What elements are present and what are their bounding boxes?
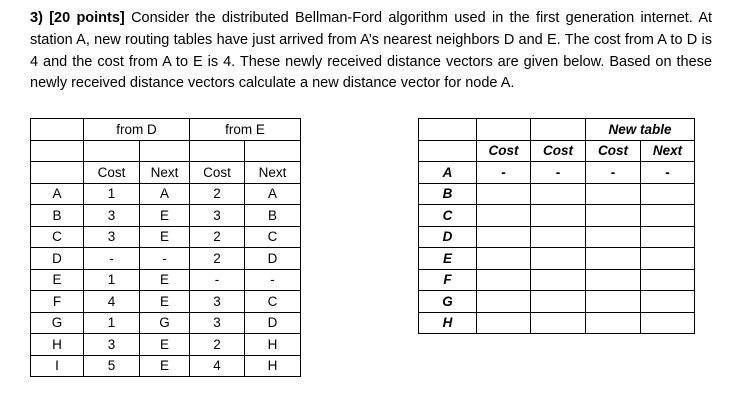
table-row [31, 291, 301, 313]
d-cost-cell: 3 [84, 226, 140, 248]
d-next-cell: - [140, 248, 190, 270]
node-cell: G [31, 312, 84, 334]
e-cost-cell: 2 [190, 226, 245, 248]
e-cost-cell: 2 [190, 183, 245, 205]
e-next-cell: D [245, 312, 301, 334]
table-row [419, 205, 695, 227]
empty-cell [31, 119, 84, 141]
empty-cell [477, 248, 531, 270]
e-cost-cell: 3 [190, 312, 245, 334]
e-next-cell: D [245, 248, 301, 270]
group-header-row [31, 119, 301, 141]
table-row [31, 312, 301, 334]
empty-cell [586, 205, 641, 227]
table-row [31, 226, 301, 248]
received-distance-vectors-table [30, 118, 301, 377]
group-header-from-e: from E [190, 119, 301, 141]
table-row [419, 226, 695, 248]
node-cell: I [31, 355, 84, 377]
row-label: F [419, 269, 477, 291]
empty-cell [531, 119, 586, 141]
value-cell: - [586, 162, 641, 184]
d-cost-cell: 3 [84, 334, 140, 356]
e-next-cell: B [245, 205, 301, 227]
e-next-cell: C [245, 291, 301, 313]
d-next-cell: E [140, 226, 190, 248]
empty-cell [477, 183, 531, 205]
column-header: Next [140, 162, 190, 184]
row-label: C [419, 205, 477, 227]
row-label: H [419, 312, 477, 334]
empty-cell [477, 291, 531, 313]
table-row [419, 183, 695, 205]
row-label: D [419, 226, 477, 248]
new-table-title: New table [586, 119, 695, 141]
table-row [31, 355, 301, 377]
table-row [31, 183, 301, 205]
e-next-cell: H [245, 355, 301, 377]
empty-cell [641, 183, 695, 205]
blank-row [31, 140, 301, 162]
row-label: G [419, 291, 477, 313]
empty-cell [586, 248, 641, 270]
d-cost-cell: 1 [84, 269, 140, 291]
title-row [419, 119, 695, 141]
empty-cell [641, 226, 695, 248]
empty-cell [641, 205, 695, 227]
d-next-cell: E [140, 355, 190, 377]
empty-cell [531, 312, 586, 334]
node-cell: B [31, 205, 84, 227]
empty-cell [641, 269, 695, 291]
column-header: Next [641, 140, 695, 162]
empty-cell [531, 205, 586, 227]
table-row [419, 248, 695, 270]
d-next-cell: E [140, 291, 190, 313]
d-cost-cell: 4 [84, 291, 140, 313]
e-cost-cell: 2 [190, 248, 245, 270]
column-header: Next [245, 162, 301, 184]
empty-cell [477, 226, 531, 248]
e-cost-cell: - [190, 269, 245, 291]
empty-cell [531, 183, 586, 205]
empty-cell [531, 248, 586, 270]
empty-cell [31, 162, 84, 184]
group-header-from-d: from D [84, 119, 190, 141]
row-label: E [419, 248, 477, 270]
empty-cell [586, 183, 641, 205]
node-cell: D [31, 248, 84, 270]
d-next-cell: E [140, 334, 190, 356]
table-row [31, 248, 301, 270]
empty-cell [531, 291, 586, 313]
e-cost-cell: 4 [190, 355, 245, 377]
node-cell: H [31, 334, 84, 356]
node-cell: F [31, 291, 84, 313]
column-header: Cost [477, 140, 531, 162]
column-header: Cost [531, 140, 586, 162]
table-row [419, 162, 695, 184]
d-cost-cell: 1 [84, 183, 140, 205]
value-cell: - [531, 162, 586, 184]
table-row [31, 269, 301, 291]
value-cell: - [641, 162, 695, 184]
empty-cell [477, 269, 531, 291]
e-cost-cell: 3 [190, 205, 245, 227]
e-next-cell: A [245, 183, 301, 205]
node-cell: C [31, 226, 84, 248]
empty-cell [586, 312, 641, 334]
question-number: 3) [30, 10, 43, 26]
d-next-cell: E [140, 269, 190, 291]
node-cell: A [31, 183, 84, 205]
empty-cell [477, 205, 531, 227]
d-cost-cell: 1 [84, 312, 140, 334]
empty-cell [477, 312, 531, 334]
row-label: B [419, 183, 477, 205]
empty-cell [477, 119, 531, 141]
empty-cell [586, 269, 641, 291]
empty-cell [641, 248, 695, 270]
d-next-cell: G [140, 312, 190, 334]
empty-cell [31, 140, 84, 162]
empty-cell [531, 269, 586, 291]
d-cost-cell: 5 [84, 355, 140, 377]
row-label: A [419, 162, 477, 184]
empty-cell [245, 140, 301, 162]
d-cost-cell: 3 [84, 205, 140, 227]
e-next-cell: - [245, 269, 301, 291]
d-cost-cell: - [84, 248, 140, 270]
empty-cell [419, 119, 477, 141]
new-distance-vector-table [418, 118, 695, 334]
node-cell: E [31, 269, 84, 291]
empty-cell [586, 291, 641, 313]
empty-cell [190, 140, 245, 162]
empty-cell [641, 291, 695, 313]
question-points: [20 points] [49, 10, 125, 26]
column-header: Cost [190, 162, 245, 184]
e-cost-cell: 3 [190, 291, 245, 313]
empty-cell [84, 140, 140, 162]
table-row [419, 269, 695, 291]
table-row [31, 205, 301, 227]
column-header: Cost [586, 140, 641, 162]
column-header-row [31, 162, 301, 184]
e-next-cell: H [245, 334, 301, 356]
table-row [419, 312, 695, 334]
question-body: Consider the distributed Bellman-Ford algorithm used in the first generation internet. At station A, new routing tables have just arrived from A’s nearest neighbors D and E. The cost from A to D is 4 and the cost from A to E is 4. These newly received distance vectors are given below. Based on these newly received distance vectors calculate a new distance vector for node A. [30, 10, 713, 92]
question-text [30, 8, 712, 95]
empty-cell [419, 140, 477, 162]
d-next-cell: E [140, 205, 190, 227]
d-next-cell: A [140, 183, 190, 205]
empty-cell [140, 140, 190, 162]
empty-cell [586, 226, 641, 248]
column-header-row [419, 140, 695, 162]
table-row [419, 291, 695, 313]
e-cost-cell: 2 [190, 334, 245, 356]
empty-cell [641, 312, 695, 334]
table-row [31, 334, 301, 356]
value-cell: - [477, 162, 531, 184]
empty-cell [531, 226, 586, 248]
column-header: Cost [84, 162, 140, 184]
e-next-cell: C [245, 226, 301, 248]
